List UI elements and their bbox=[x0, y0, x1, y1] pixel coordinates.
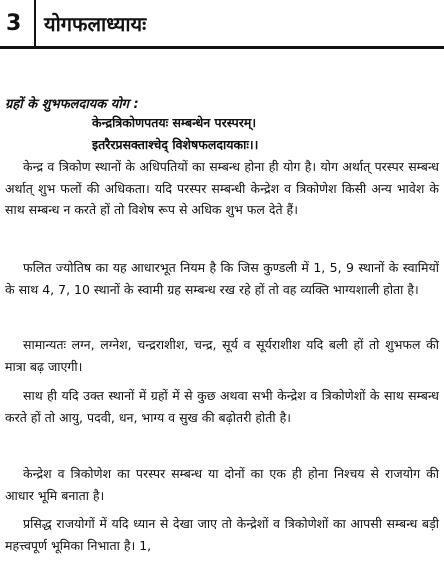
chapter-number: 3 bbox=[6, 11, 22, 36]
body-paragraph: केन्द्रेश व त्रिकोणेश का परस्पर सम्बन्ध या दोनों का एक ही होना निश्चय से राजयोग की आधार भूमि बनाता है। bbox=[5, 466, 439, 503]
verse-line: केन्द्रत्रिकोणपतयः सम्बन्धेन परस्परम्। bbox=[92, 115, 257, 130]
body-paragraph: सामान्यतः लग्न, लग्नेश, चन्द्रराशीश, चन्द्र, सूर्य व सूर्यराशीश यदि बली हों तो शुभफल की मात्रा बढ़ जाएगी। bbox=[5, 337, 439, 374]
body-paragraph: केन्द्र व त्रिकोण स्थानों के अधिपतियों का सम्बन्ध होना ही योग है। योग अर्थात् परस्पर सम्बन्ध अर्थात् शुभ फलों की अधिकता। यदि परस्पर सम्बन्धी केन्द्रेश व त्रिकोणेश किसी अन्य भावेश के साथ सम्बन्ध न करते हों तो विशेष रूप से अधिक शुभ फल देते हैं। bbox=[5, 159, 439, 217]
body-paragraph: प्रसिद्ध राजयोगों में यदि ध्यान से देखा जाए तो केन्द्रेशों व त्रिकोणेशों का आपसी सम्बन्ध बड़ी महत्त्वपूर्ण भूमिका निभाता है। 1, bbox=[5, 516, 439, 553]
header-divider bbox=[34, 0, 36, 46]
section-heading: ग्रहों के शुभफलदायक योग : bbox=[5, 97, 139, 112]
body-paragraph: फलित ज्योतिष का यह आधारभूत नियम है कि जिस कुण्डली में 1, 5, 9 स्थानों के स्वामियों के साथ 4, 7, 10 स्थानों के स्वामी ग्रह सम्बन्ध रख रहे हों तो वह व्यक्ति भाग्यशाली होता है। bbox=[5, 260, 439, 297]
chapter-header bbox=[0, 0, 444, 49]
verse-line: इतरैरप्रसक्ताश्चेद् विशेषफलदायकाः।। bbox=[92, 137, 259, 152]
chapter-title: योगफलाध्यायः bbox=[44, 12, 147, 36]
body-paragraph: साथ ही यदि उक्त स्थानों में ग्रहों में से कुछ अथवा सभी केन्द्रेश व त्रिकोणेशों के साथ सम्बन्ध करते हों तो आयु, पदवी, धन, भाग्य व सुख की बढ़ोतरी होती है। bbox=[5, 388, 439, 425]
